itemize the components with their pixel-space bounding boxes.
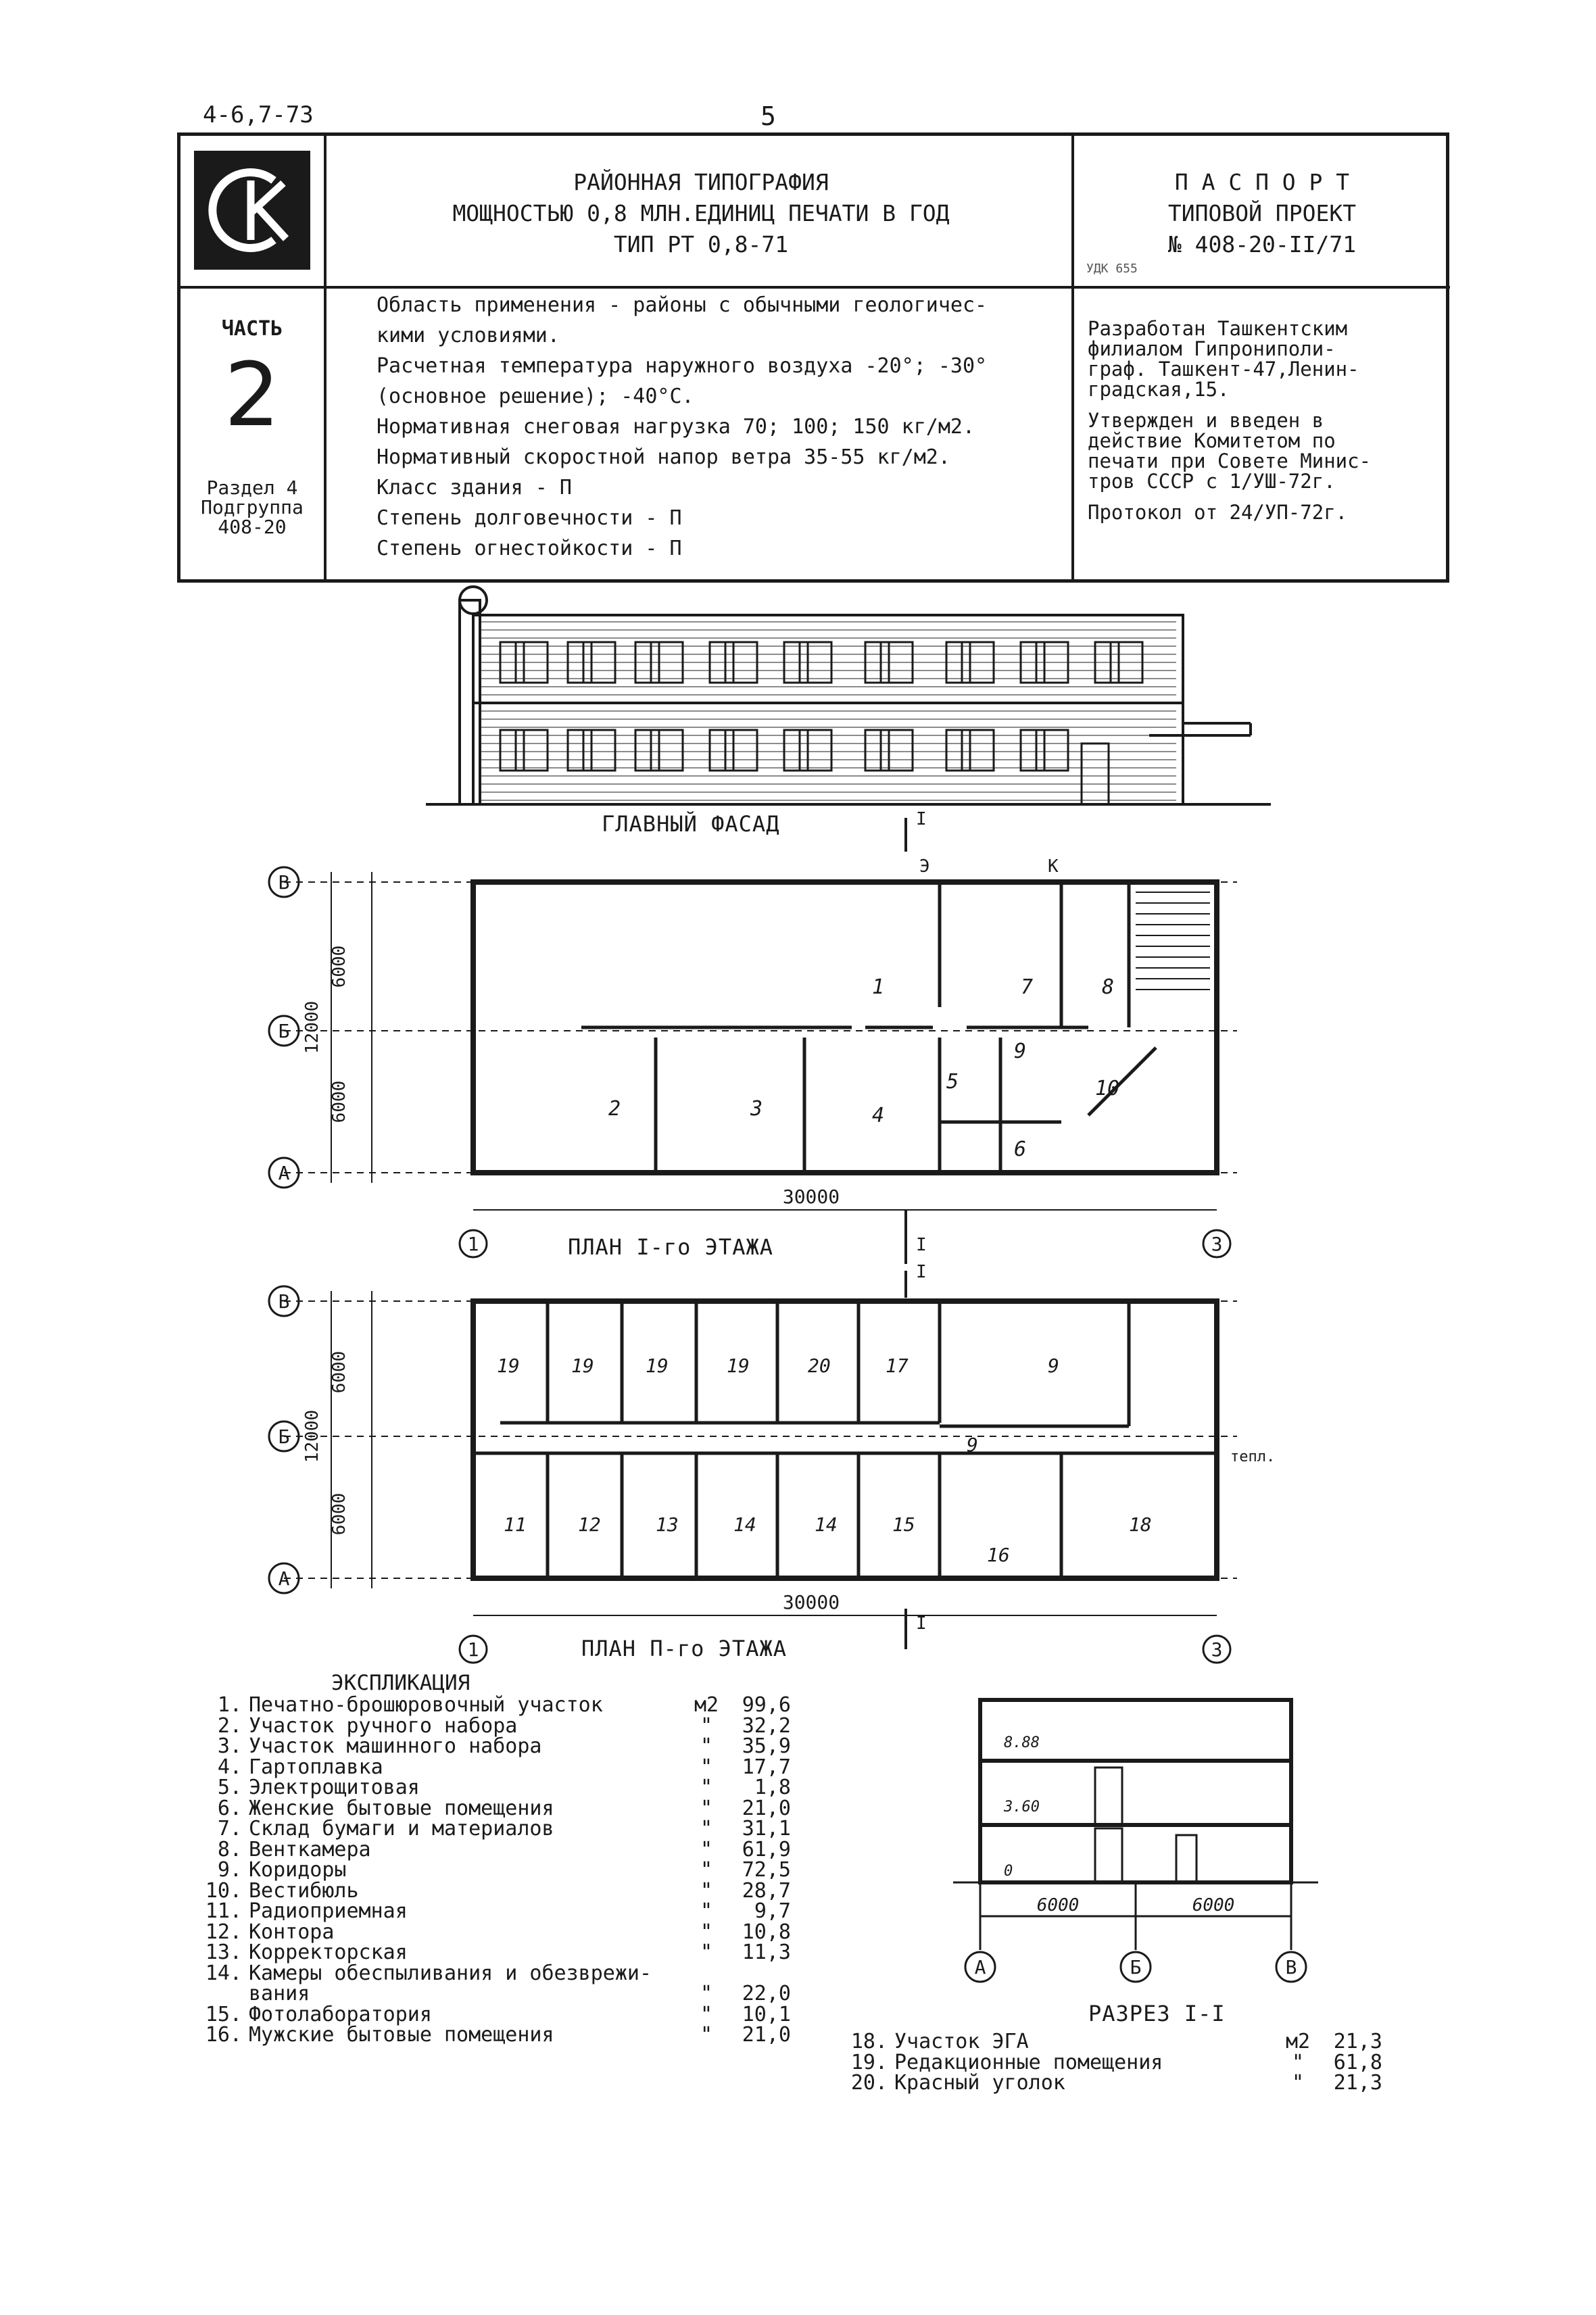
legend-item [203,1943,825,1964]
condition-line: Нормативный скоростной напор ветра 35-55 кг/м2. [377,445,950,469]
room-number: 16 [987,1544,1010,1566]
title-block [177,132,1449,583]
section-line: 408-20 [218,516,287,538]
legend-item-name: Красный уголок [894,2071,1065,2095]
room-number: 15 [892,1513,915,1536]
legend-item-name: Вестибюль [249,1878,359,1903]
facade-caption: ГЛАВНЫЙ ФАСАД [602,811,780,837]
legend-item-unit: " [700,1941,713,1964]
level-mark: 8.88 [1004,1734,1040,1751]
legend-item-unit: м2 [1285,2030,1311,2053]
legend-item-area: 1,8 [754,1776,791,1799]
room-number: 14 [733,1513,756,1536]
part-label: ЧАСТЬ [221,317,283,341]
room-number: 4 [872,1104,885,1127]
part-number: 2 [224,343,281,446]
legend-item-number: 10. [205,1878,242,1903]
legend-item-number: 3. [217,1734,242,1758]
legend-item-name: Фотолаборатория [249,2002,432,2026]
room-number: 11 [504,1513,527,1536]
legend-item-number: 12. [205,1920,242,1944]
axis-a-label: А [974,1956,986,1978]
legend-item-area: 61,9 [742,1837,791,1861]
legend-item-area: 11,3 [742,1941,791,1964]
room-number: 19 [646,1355,669,1377]
legend-item-area: 99,6 [742,1693,791,1717]
legend-item-unit: " [700,2002,713,2026]
legend-item-number: 7. [217,1817,242,1841]
legend-item-number: 14. [205,1961,242,1985]
project-title-line: РАЙОННАЯ ТИПОГРАФИЯ [573,169,829,195]
legend-item-name: Венткамера [249,1837,371,1861]
legend-item-unit: " [700,1982,713,2005]
legend-item-name: Женские бытовые помещения [249,1796,554,1820]
legend-item-number: 20. [850,2071,888,2095]
room-number: 2 [608,1097,621,1121]
room-number: 19 [497,1355,520,1377]
legend-item-name: Печатно-брошюровочный участок [249,1693,603,1717]
legend-item-area: 21,0 [742,2023,791,2047]
dim-12000: 12000 [302,1409,322,1463]
legend-item-unit: " [700,1796,713,1820]
legend-item-area: 10,8 [742,1920,791,1944]
entrance-e-mark: Э [919,856,930,877]
section-line: Раздел 4 [206,477,298,499]
legend-item [203,1695,825,1716]
legend-item-number: 18. [850,2030,888,2053]
legend-item-name: Корректорская [249,1941,408,1964]
legend-item-unit: " [700,1837,713,1861]
legend-item-number: 15. [205,2002,242,2026]
legend-item-area: 61,8 [1333,2050,1382,2074]
axis-3-label: 3 [1211,1233,1223,1255]
legend-item [203,1878,825,1903]
project-title-line: ТИП РТ 0,8-71 [613,231,789,258]
legend-item [848,2032,1416,2053]
legend-item-number: 8. [217,1837,242,1861]
axis-1-label: 1 [467,1638,479,1661]
dim-12000: 12000 [302,1000,322,1054]
developer-line: градская,15. [1088,378,1230,401]
legend-item [848,2050,1416,2074]
room-number: 6 [1014,1138,1027,1161]
legend-item-number: 9. [217,1858,242,1882]
legend-item-area: 72,5 [742,1858,791,1882]
project-title-line: МОЩНОСТЬЮ 0,8 МЛН.ЕДИНИЦ ПЕЧАТИ В ГОД [452,200,950,226]
room-number: 9 [1014,1040,1027,1063]
legend-item-name: Участок машинного набора [249,1734,542,1758]
legend-item [203,2025,825,2046]
legend-item-unit: " [1291,2071,1305,2095]
legend-item-unit: " [700,1755,713,1779]
approval-line: печати при Совете Минис- [1088,449,1372,472]
cut-mark-top: I [916,809,927,829]
page-number: 5 [760,101,776,131]
room-number: 10 [1095,1077,1120,1100]
passport-subtitle: ТИПОВОЙ ПРОЕКТ [1167,200,1357,226]
axis-b-label: Б [1130,1956,1142,1978]
legend-item [203,1736,825,1757]
legend-item-number: 16. [205,2023,242,2047]
legend-item-unit: " [700,1899,713,1923]
legend-item-area: 10,1 [742,2002,791,2026]
legend-item-name: Склад бумаги и материалов [249,1817,554,1841]
room-number: 20 [808,1355,831,1377]
legend-item-number: 1. [217,1693,242,1717]
room-number: 13 [656,1513,679,1536]
room-number: 12 [578,1513,601,1536]
room-number: 9 [1048,1355,1059,1377]
legend-item-number: 4. [217,1755,242,1779]
passport-block [1080,167,1445,260]
legend-item [203,1778,825,1799]
plan2-caption: ПЛАН П-го ЭТАЖА [581,1636,787,1661]
document-code: 4-6,7-73 [203,101,314,128]
legend-item [203,1901,825,1922]
legend-item [203,1819,825,1840]
publisher-logo [194,151,310,270]
legend-list [203,1695,825,2046]
cut-mark-bottom: I [916,1235,927,1255]
axis-a-label: А [278,1567,290,1590]
udk-code: УДК 655 [1086,262,1138,276]
level-mark: 0 [1004,1863,1013,1880]
legend-item-name: Гартоплавка [249,1755,383,1779]
legend-item-area: 17,7 [742,1755,791,1779]
legend-item-unit: " [700,1713,713,1738]
cut-mark-top: I [916,1262,927,1282]
legend-item [203,1713,825,1738]
room-number: 8 [1102,975,1115,999]
first-floor-plan [257,804,1264,1277]
second-floor-plan [257,1262,1276,1690]
project-number: № 408-20-II/71 [1167,231,1357,258]
legend-item-unit: " [1291,2050,1305,2074]
approval-line: тров СССР с 1/УШ-72г. [1088,470,1336,493]
entrance-k-mark: К [1048,856,1059,877]
axis-v-label: В [278,871,290,894]
entrance-door [1082,744,1109,804]
section-line: Подгруппа [201,496,304,518]
condition-line: кими условиями. [377,324,560,347]
room-number: 17 [886,1355,909,1377]
axis-b-label: Б [278,1425,290,1448]
dim-6000-upper: 6000 [329,1350,349,1394]
legend-item [203,1757,825,1778]
legend-item-area: 21,0 [742,1796,791,1820]
legend-item-unit: " [700,1734,713,1758]
legend-item-name: Камеры обеспыливания и обезврежи- [249,1961,652,1985]
main-facade-drawing [426,581,1271,804]
legend-item-area: 28,7 [742,1878,791,1903]
section-caption: РАЗРЕЗ I-I [1088,2001,1226,2026]
condition-line: (основное решение); -40°С. [377,385,694,408]
level-mark: 3.60 [1004,1799,1040,1816]
legend-item [203,2002,825,2026]
legend-item-area: 32,2 [742,1713,791,1738]
room-number: 3 [750,1097,763,1121]
legend-item-number: 19. [850,2050,888,2074]
legend-item-name: Электрощитовая [249,1776,420,1799]
condition-line: Область применения - районы с обычными геологичес- [377,293,988,317]
axis-v-label: В [278,1290,290,1313]
legend-item-unit: " [700,2023,713,2047]
legend-item-unit: " [700,1817,713,1841]
dim-30000: 30000 [782,1186,840,1208]
approval-line: Утвержден и введен в [1088,409,1324,432]
legend-item [203,1796,825,1820]
cut-mark-bottom: I [916,1613,927,1634]
legend-item-area: 21,3 [1333,2071,1382,2095]
room-number: 14 [815,1513,838,1536]
legend-item-number: 11. [205,1899,242,1923]
room-number: 19 [727,1355,750,1377]
legend-item [203,1961,825,1985]
legend-item-number: 13. [205,1941,242,1964]
legend-item [203,1860,825,1881]
legend-item [848,2073,1416,2094]
legend-item [203,1922,825,1943]
room-number: 19 [571,1355,594,1377]
legend-item-name: Участок ЭГА [894,2030,1029,2053]
developer-line: Разработан Ташкентским [1088,317,1348,340]
plan1-caption: ПЛАН I-го ЭТАЖА [568,1234,773,1260]
condition-line: Степень долговечности - П [377,506,682,530]
legend-item-number: 6. [217,1796,242,1820]
condition-line: Расчетная температура наружного воздуха -20°; -30° [377,354,988,378]
legend-item-unit: " [700,1878,713,1903]
passport-title: П А С П О Р Т [1174,169,1350,195]
dim-6000-lower: 6000 [329,1492,349,1536]
approval-line: действие Комитетом по [1088,429,1336,452]
design-conditions [377,290,987,564]
protocol-line: Протокол от 24/УП-72г. [1088,501,1348,524]
axis-b-label: Б [278,1020,290,1042]
legend-item-number: 2. [217,1713,242,1738]
legend-item-area: 9,7 [754,1899,791,1923]
legend-list-right [848,2032,1416,2094]
room-number: 9 [967,1434,978,1456]
developer-info [1088,318,1371,522]
legend-item-area: 21,3 [1333,2030,1382,2053]
legend-item-number: 5. [217,1776,242,1799]
project-title [343,167,1059,260]
legend-item-unit: м2 [694,1693,719,1717]
section-drawing [953,1693,1332,1997]
legend-item-area: 22,0 [742,1982,791,2005]
room-number: 5 [946,1070,959,1094]
legend-item-name: Коридоры [249,1858,347,1882]
dim-6000: 6000 [1192,1895,1235,1916]
legend-item-name: Участок ручного набора [249,1713,518,1738]
legend-item-name: Радиоприемная [249,1899,408,1923]
room-number: 18 [1129,1513,1152,1536]
legend-title: ЭКСПЛИКАЦИЯ [331,1671,470,1695]
axis-3-label: 3 [1211,1638,1223,1661]
room-number: 1 [872,975,885,999]
legend-item-name: Редакционные помещения [894,2050,1163,2074]
legend-item [203,1837,825,1861]
room-number: 7 [1021,975,1034,999]
dim-6000: 6000 [1036,1895,1080,1916]
legend-item-unit: " [700,1776,713,1799]
legend-item-unit: " [700,1858,713,1882]
condition-line: Класс здания - П [377,476,572,499]
axis-a-label: А [278,1162,290,1184]
section-info [180,478,324,537]
heating-label: тепл. [1230,1448,1276,1465]
legend-item-name: Контора [249,1920,335,1944]
dim-6000-upper: 6000 [329,945,349,988]
dim-6000-lower: 6000 [329,1080,349,1123]
legend-item-area: 35,9 [742,1734,791,1758]
developer-line: граф. Ташкент-47,Ленин- [1088,358,1359,381]
legend-item-name: вания [249,1982,310,2005]
legend-item [203,1984,825,2005]
dim-30000: 30000 [782,1591,840,1613]
legend-item-unit: " [700,1920,713,1944]
axis-v-label: В [1285,1956,1297,1978]
developer-line: филиалом Гипрониполи- [1088,337,1336,360]
condition-line: Степень огнестойкости - П [377,537,682,560]
legend-item-area: 31,1 [742,1817,791,1841]
legend-item-name: Мужские бытовые помещения [249,2023,554,2047]
axis-1-label: 1 [467,1233,479,1255]
condition-line: Нормативная снеговая нагрузка 70; 100; 150 кг/м2. [377,415,975,439]
